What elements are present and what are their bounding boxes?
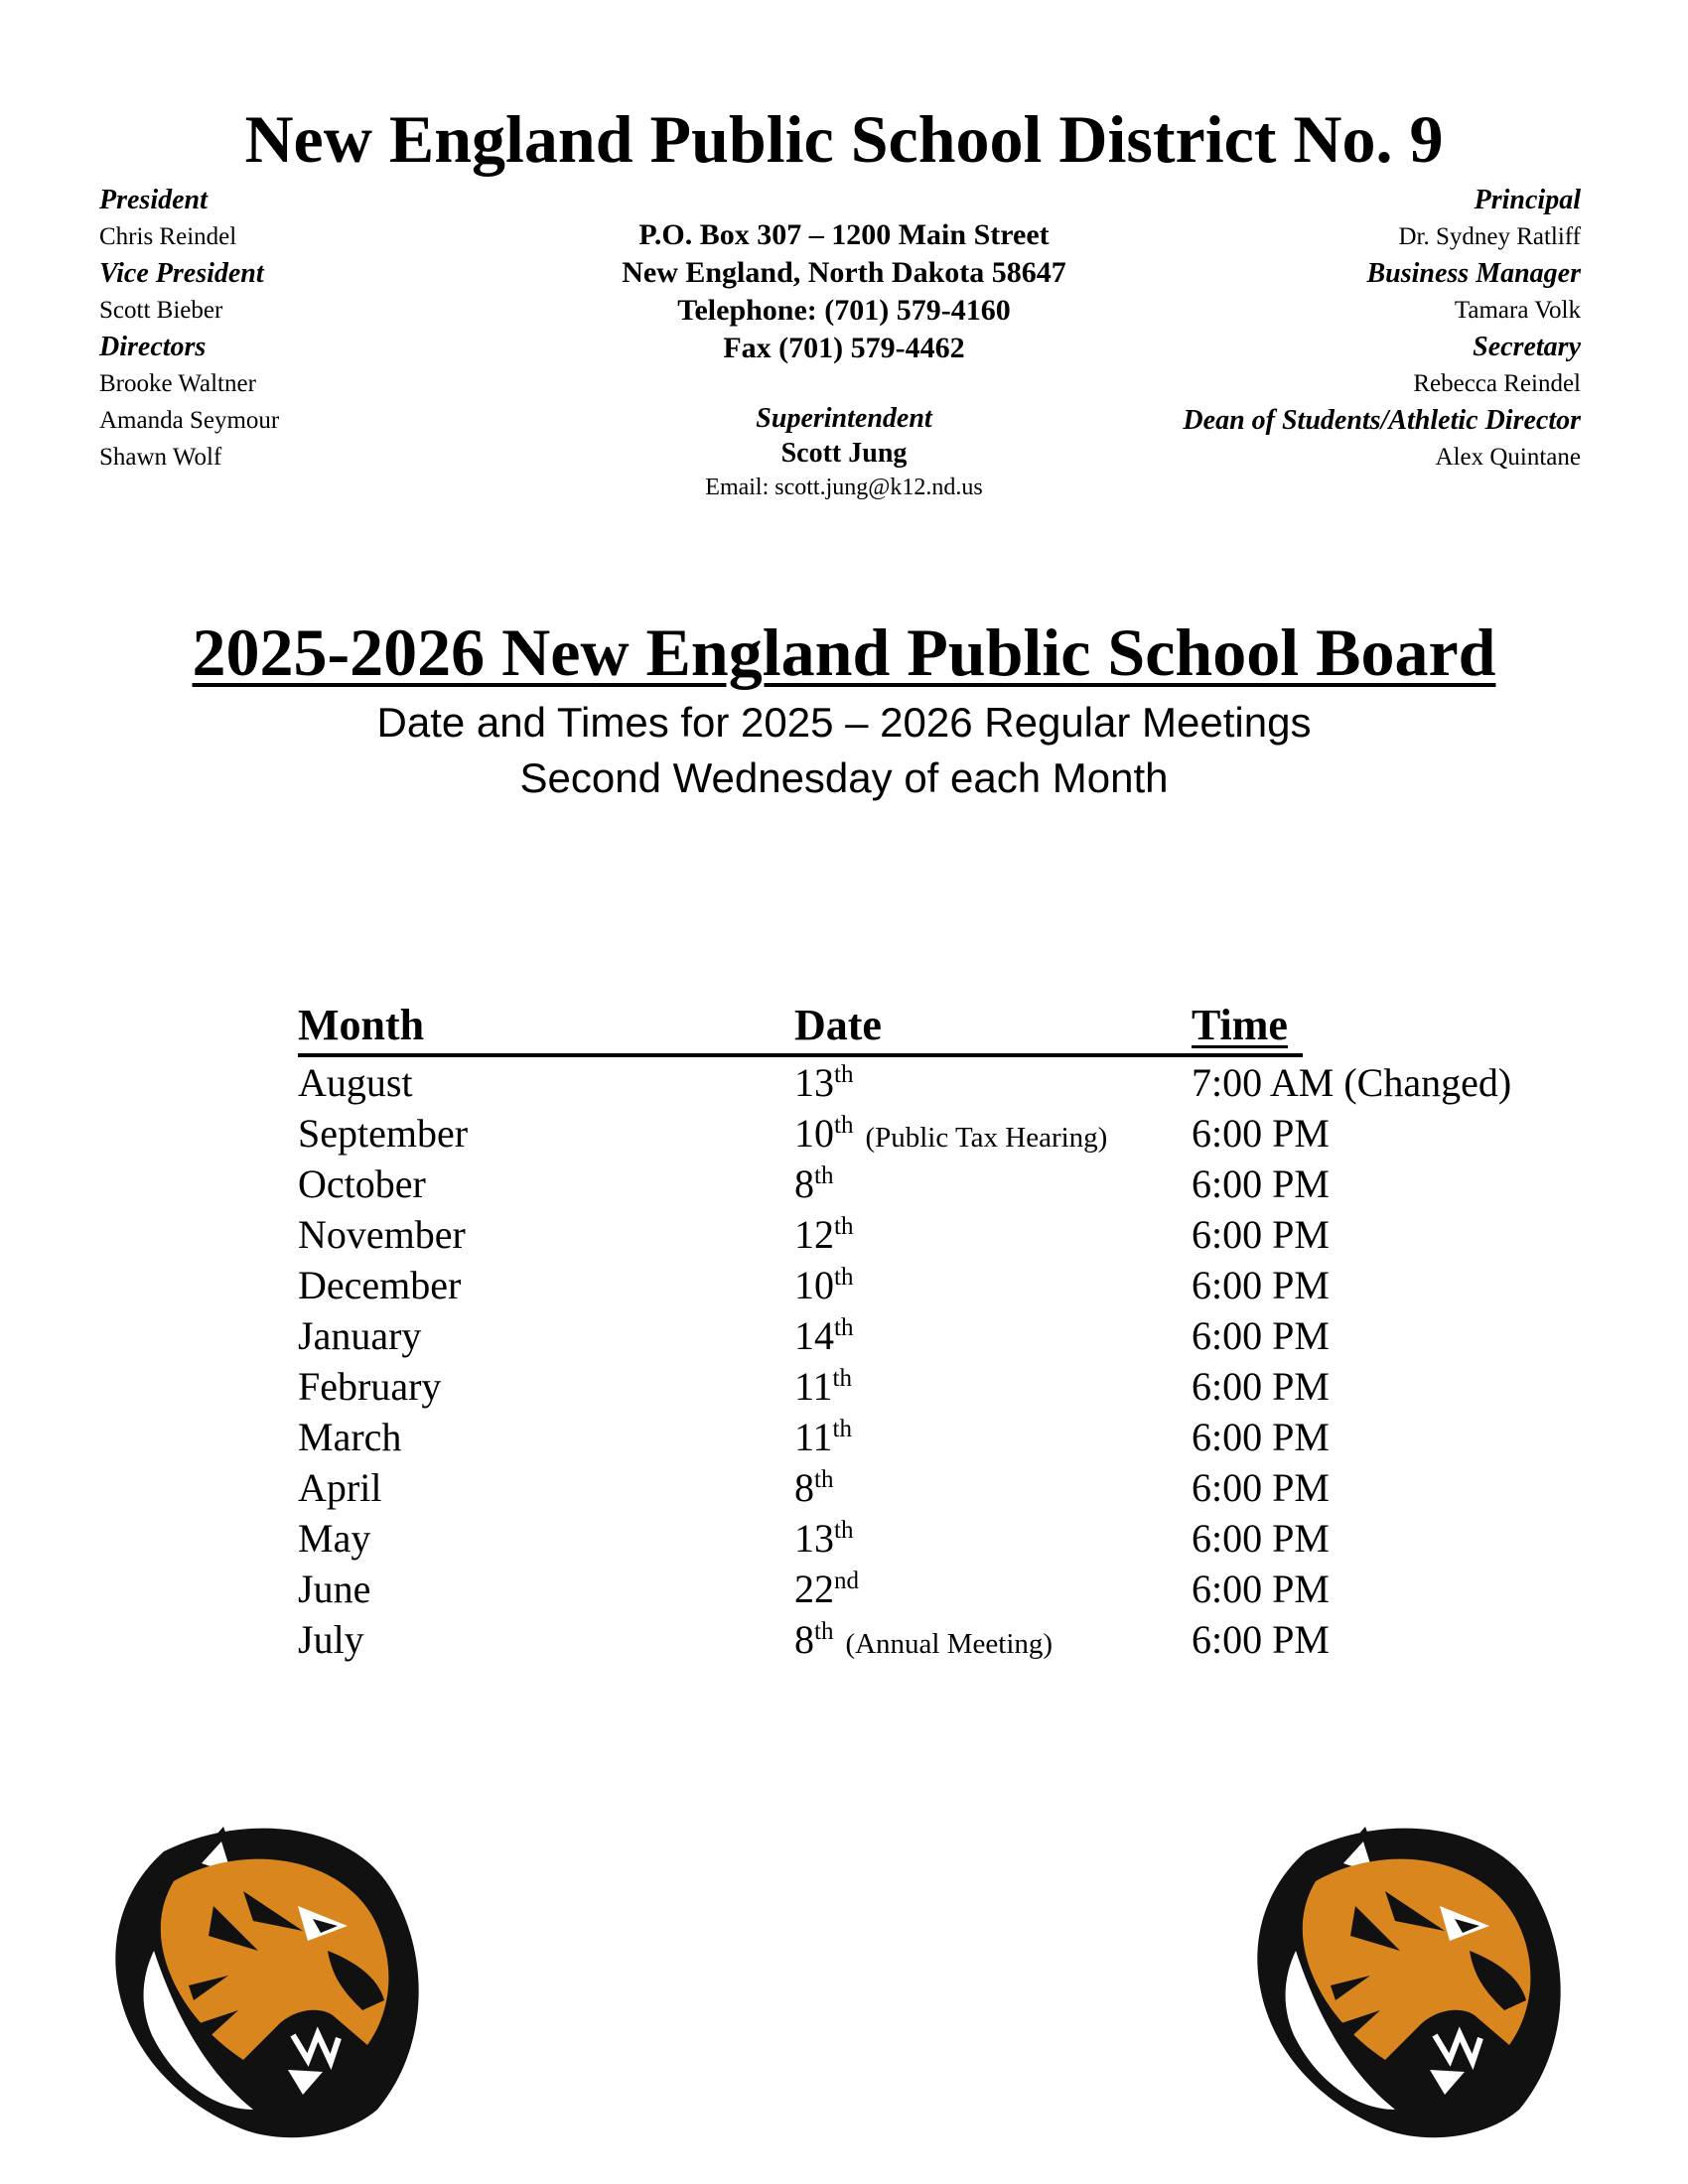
- row-day: 8: [794, 1465, 814, 1510]
- row-date: [794, 1209, 853, 1260]
- row-time: 6:00 PM: [1192, 1263, 1330, 1307]
- row-day: 13: [794, 1060, 834, 1105]
- row-note: (Annual Meeting): [845, 1628, 1054, 1660]
- row-date: [794, 1159, 833, 1209]
- row-month: April: [298, 1465, 382, 1510]
- row-note: (Public Tax Hearing): [865, 1122, 1108, 1154]
- director-name: Brooke Waltner: [99, 370, 256, 397]
- row-date: [794, 1310, 853, 1361]
- vice-president-name: Scott Bieber: [99, 297, 223, 324]
- telephone: Telephone: (701) 579-4160: [677, 294, 1011, 327]
- row-time: 6:00 PM: [1192, 1111, 1330, 1156]
- table-header: [298, 998, 1303, 1057]
- header-date: Date: [794, 1001, 882, 1049]
- row-date: [794, 1614, 1053, 1670]
- dean-role: Dean of Students/Athletic Director: [1183, 405, 1581, 436]
- row-day-suffix: th: [834, 1517, 854, 1544]
- row-day: 8: [794, 1617, 814, 1662]
- row-date: [794, 1513, 853, 1564]
- row-date: [794, 1412, 852, 1462]
- row-day-suffix: th: [814, 1466, 834, 1493]
- row-month: March: [298, 1415, 402, 1459]
- table-row: [298, 1361, 1579, 1412]
- row-time: 6:00 PM: [1192, 1415, 1330, 1459]
- table-row: [298, 1310, 1579, 1361]
- row-date: [794, 1564, 859, 1614]
- row-month: January: [298, 1313, 422, 1358]
- tiger-mascot-right: [1236, 1812, 1584, 2149]
- row-day: 22: [794, 1567, 834, 1611]
- officers-right-column: [1183, 182, 1581, 476]
- row-day-suffix: th: [832, 1416, 852, 1442]
- meeting-schedule-table: [298, 998, 1579, 1665]
- officers-left-column: [99, 182, 279, 476]
- row-date: [794, 1462, 833, 1513]
- row-month: July: [298, 1617, 364, 1662]
- director-name: Amanda Seymour: [99, 407, 280, 434]
- row-day-suffix: nd: [834, 1568, 859, 1594]
- table-row: [298, 1513, 1579, 1564]
- row-month: December: [298, 1263, 462, 1307]
- row-day-suffix: th: [834, 1213, 854, 1240]
- president-name: Chris Reindel: [99, 223, 237, 250]
- secretary-role: Secretary: [1473, 332, 1581, 362]
- directors-role: Directors: [99, 332, 207, 362]
- row-day-suffix: th: [834, 1061, 854, 1088]
- principal-role: Principal: [1474, 185, 1581, 215]
- tiger-mascot-left: [94, 1812, 442, 2149]
- row-date: [794, 1108, 1107, 1163]
- row-time: 6:00 PM: [1192, 1516, 1330, 1561]
- superintendent-email[interactable]: Email: scott.jung@k12.nd.us: [705, 475, 983, 500]
- row-month: May: [298, 1516, 371, 1561]
- row-day: 10: [794, 1263, 834, 1307]
- row-time: 6:00 PM: [1192, 1212, 1330, 1257]
- tiger-head-icon: [1257, 1827, 1560, 2137]
- fax: Fax (701) 579-4462: [723, 332, 965, 364]
- row-month: October: [298, 1161, 426, 1206]
- table-body: [298, 1057, 1579, 1665]
- table-row: [298, 1412, 1579, 1462]
- board-subtitle-2: Second Wednesday of each Month: [519, 754, 1169, 801]
- business-manager-role: Business Manager: [1366, 258, 1581, 289]
- row-day: 11: [794, 1415, 833, 1459]
- address-line-2: New England, North Dakota 58647: [622, 256, 1066, 289]
- row-time: 6:00 PM: [1192, 1465, 1330, 1510]
- row-time: 6:00 PM: [1192, 1313, 1330, 1358]
- dean-name: Alex Quintane: [1435, 444, 1581, 471]
- board-title: [0, 611, 1688, 694]
- row-day: 10: [794, 1111, 834, 1156]
- header-time: Time: [1192, 1001, 1288, 1049]
- table-row: [298, 1614, 1579, 1665]
- row-time: 6:00 PM: [1192, 1617, 1330, 1662]
- row-month: June: [298, 1567, 371, 1611]
- row-month: September: [298, 1111, 469, 1156]
- row-time: 6:00 PM: [1192, 1364, 1330, 1409]
- table-row: [298, 1057, 1579, 1108]
- tiger-head-icon: [115, 1827, 418, 2137]
- row-day: 14: [794, 1313, 834, 1358]
- row-day: 12: [794, 1212, 834, 1257]
- table-row: [298, 1462, 1579, 1513]
- board-title-text: 2025-2026 New England Public School Board: [192, 614, 1496, 690]
- vice-president-role: Vice President: [99, 258, 264, 289]
- address-line-1: P.O. Box 307 – 1200 Main Street: [638, 218, 1050, 251]
- secretary-name: Rebecca Reindel: [1413, 370, 1581, 397]
- row-day-suffix: th: [814, 1618, 834, 1645]
- row-day: 8: [794, 1161, 814, 1206]
- row-month: February: [298, 1364, 442, 1409]
- director-name: Shawn Wolf: [99, 444, 222, 471]
- row-day-suffix: th: [834, 1314, 854, 1341]
- row-day-suffix: th: [832, 1365, 852, 1392]
- row-time: 7:00 AM (Changed): [1192, 1060, 1512, 1105]
- district-title: New England Public School District No. 9: [244, 101, 1444, 177]
- table-row: [298, 1108, 1579, 1159]
- superintendent-name: Scott Jung: [780, 438, 908, 469]
- row-day: 11: [794, 1364, 833, 1409]
- row-day-suffix: th: [834, 1264, 854, 1291]
- row-time: 6:00 PM: [1192, 1161, 1330, 1206]
- row-day-suffix: th: [834, 1112, 854, 1139]
- header-month: Month: [298, 1001, 425, 1049]
- president-role: President: [99, 185, 208, 215]
- table-row: [298, 1159, 1579, 1209]
- address-block: [447, 216, 1241, 504]
- table-row: [298, 1564, 1579, 1614]
- row-day: 13: [794, 1516, 834, 1561]
- row-date: [794, 1260, 853, 1310]
- board-subtitle-1: Date and Times for 2025 – 2026 Regular Meetings: [376, 699, 1312, 746]
- table-row: [298, 1209, 1579, 1260]
- principal-name: Dr. Sydney Ratliff: [1398, 223, 1581, 250]
- row-date: [794, 1057, 853, 1108]
- row-month: August: [298, 1060, 413, 1105]
- table-row: [298, 1260, 1579, 1310]
- row-date: [794, 1361, 852, 1412]
- row-month: November: [298, 1212, 466, 1257]
- superintendent-title: Superintendent: [756, 403, 932, 434]
- business-manager-name: Tamara Volk: [1454, 297, 1581, 324]
- row-time: 6:00 PM: [1192, 1567, 1330, 1611]
- row-day-suffix: th: [814, 1162, 834, 1189]
